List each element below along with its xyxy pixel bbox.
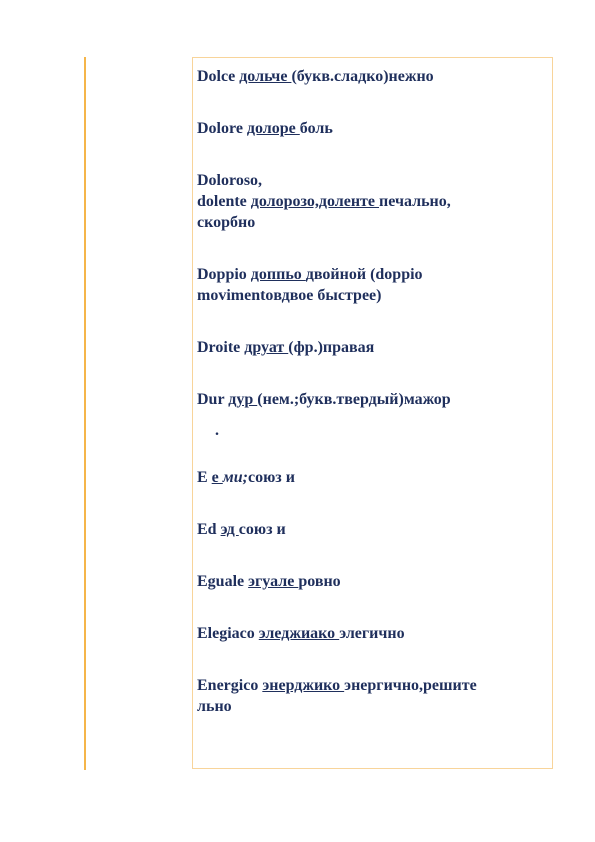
entry-term: Energico [197, 677, 259, 694]
entry-meaning: (нем.;букв.твердый)мажор [257, 391, 451, 408]
entry-transliteration: доппьо [250, 266, 306, 283]
entry-transliteration: эледжиако [258, 625, 340, 642]
entry-meaning: союз и [247, 469, 295, 486]
entry-energico [197, 675, 549, 717]
entry-term-alt: dolente [197, 193, 247, 210]
entry-transliteration: друат [244, 339, 289, 356]
stray-dot: . [215, 422, 219, 439]
entry-meaning-italic: ми; [222, 469, 248, 486]
entry-meaning: двойной (doppio [305, 266, 423, 283]
entry-eguale [197, 571, 549, 592]
entry-meaning-cont: льно [197, 698, 232, 715]
entry-term: Dolce [197, 68, 236, 85]
entry-meaning-cont: movimentoвдвое быстрее) [197, 287, 382, 304]
entry-elegiaco [197, 623, 549, 644]
entry-transliteration: эд [220, 521, 239, 538]
entry-meaning-cont: скорбно [197, 214, 256, 231]
entry-transliteration: энерджико [262, 677, 345, 694]
entry-term: Elegiaco [197, 625, 255, 642]
entry-meaning: (букв.сладко)нежно [291, 68, 434, 85]
entry-dolce [197, 66, 549, 87]
entry-term: Eguale [197, 573, 245, 590]
entry-meaning: (фр.)правая [288, 339, 375, 356]
entry-term: Doppio [197, 266, 247, 283]
entry-term: Dolore [197, 120, 243, 137]
entry-transliteration: дур [228, 391, 258, 408]
entry-doloroso [197, 170, 549, 233]
entry-dur [197, 389, 549, 410]
entry-e [197, 467, 549, 488]
entry-meaning: боль [299, 120, 333, 137]
entry-transliteration: долоре [246, 120, 300, 137]
margin-rule [84, 57, 86, 770]
entry-dolore [197, 118, 549, 139]
entry-term: Ed [197, 521, 217, 538]
entry-meaning: элегично [339, 625, 405, 642]
entry-doppio [197, 264, 549, 306]
entry-meaning: союз и [238, 521, 286, 538]
glossary-entries [197, 66, 549, 748]
entry-term: Doloroso, [197, 172, 263, 189]
entry-transliteration: дольче [239, 68, 292, 85]
entry-ed [197, 519, 549, 540]
entry-meaning: энергично,решите [344, 677, 477, 694]
entry-term: Droite [197, 339, 241, 356]
entry-term: E [197, 469, 208, 486]
entry-droite [197, 337, 549, 358]
entry-meaning: печально, [379, 193, 451, 210]
entry-meaning: ровно [298, 573, 341, 590]
entry-transliteration: эгуале [248, 573, 299, 590]
entry-transliteration: долорозо,доленте [250, 193, 380, 210]
entry-term: Dur [197, 391, 225, 408]
entry-transliteration: е [211, 469, 223, 486]
